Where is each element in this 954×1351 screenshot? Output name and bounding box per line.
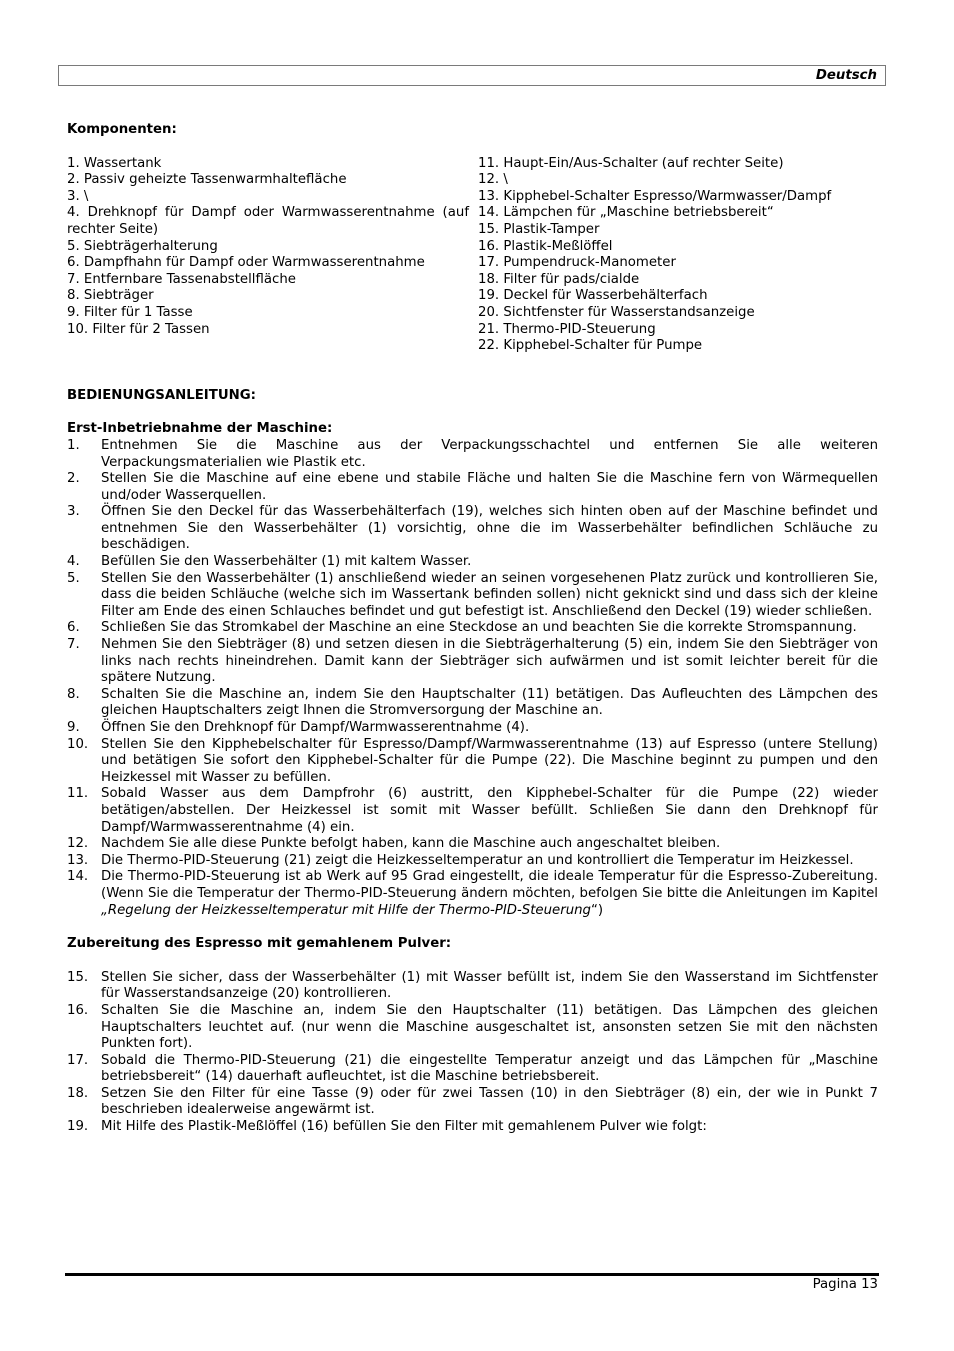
- step-number: 16.: [67, 1002, 89, 1018]
- step-number: 4.: [67, 554, 80, 570]
- step-item: [67, 554, 878, 571]
- step-number: 6.: [67, 620, 80, 636]
- component-item: 2. Passiv geheizte Tassenwarmhaltefläche: [67, 172, 347, 188]
- step-number: 8.: [67, 686, 80, 702]
- step-text-main: Öffnen Sie den Deckel für das Wasserbehälterfach (19), welches sich hinten oben auf der Maschine befindet und entnehmen Sie den Wasserbehälter (1) vorsichtig, ohne die im Wasserbehälter befindlichen Schläuche zu beschädigen.: [101, 504, 878, 553]
- component-item: 6. Dampfhahn für Dampf oder Warmwasserentnahme: [67, 255, 425, 271]
- step-item: [67, 504, 878, 554]
- step-number: 3.: [67, 504, 80, 520]
- step-number: 13.: [67, 852, 89, 868]
- step-text-main: Nachdem Sie alle diese Punkte befolgt haben, kann die Maschine auch angeschaltet bleiben.: [101, 836, 721, 852]
- step-text-main: Schalten Sie die Maschine an, indem Sie den Hauptschalter (11) betätigen. Das Lämpchen des gleichen Hauptschalters leuchtet auf. (nur wenn die Maschine ausgeschaltet ist, ansonsten setzen Sie mit den nächsten Punkten fort).: [101, 1002, 878, 1052]
- espresso-heading: Zubereitung des Espresso mit gemahlenem Pulver:: [67, 936, 452, 952]
- step-text: [101, 1053, 878, 1086]
- components-list-right: [478, 156, 831, 355]
- step-text-main: Schalten Sie die Maschine an, indem Sie den Hauptschalter (11) betätigen. Das Aufleuchten des Lämpchen des gleichen Hauptschalters zeigt Ihnen die Stromversorgung der Maschine an.: [101, 686, 878, 719]
- component-item: 9. Filter für 1 Tasse: [67, 304, 193, 320]
- step-text: [101, 571, 878, 621]
- step-number: 11.: [67, 786, 89, 802]
- step-number: 5.: [67, 570, 80, 586]
- first-use-heading: Erst-Inbetriebnahme der Maschine:: [67, 421, 333, 437]
- step-text: [101, 737, 878, 787]
- step-number: 7.: [67, 637, 80, 653]
- step-text-italic: „Regelung der Heizkesseltemperatur mit Hilfe der Thermo-PID-Steuerung: [101, 902, 591, 918]
- step-text: [101, 1003, 878, 1053]
- step-text-main: Befüllen Sie den Wasserbehälter (1) mit kaltem Wasser.: [101, 554, 472, 570]
- component-item: 17. Pumpendruck-Manometer: [478, 255, 676, 271]
- step-number: 1.: [67, 437, 80, 453]
- components-list-left: [67, 156, 469, 355]
- step-text-main: Die Thermo-PID-Steuerung ist ab Werk auf 95 Grad eingestellt, die ideale Temperatur für die Espresso-Zubereitung. (Wenn Sie die Temperatur der Thermo-PID-Steuerung ändern möchten, befolgen Sie bitte die Anleitungen im Kapitel: [101, 869, 878, 901]
- step-text-main: Setzen Sie den Filter für eine Tasse (9) oder für zwei Tassen (10) in den Siebträger (8) ein, der wie in Punkt 7 beschrieben idealerweise angewärmt ist.: [101, 1085, 878, 1118]
- components-heading: Komponenten:: [67, 122, 177, 137]
- step-item: [67, 637, 878, 687]
- step-item: [67, 1053, 878, 1086]
- step-item: [67, 737, 878, 787]
- step-item: [67, 438, 878, 471]
- component-item: 15. Plastik-Tamper: [478, 221, 600, 237]
- step-number: 19.: [67, 1119, 89, 1135]
- step-item: [67, 1119, 878, 1136]
- step-item: [67, 970, 878, 1003]
- step-text: [101, 471, 878, 504]
- step-item: [67, 1086, 878, 1119]
- step-text: [101, 1119, 878, 1136]
- step-number: 14.: [67, 869, 89, 885]
- first-use-steps: [67, 438, 878, 919]
- component-item: 16. Plastik-Meßlöffel: [478, 238, 613, 254]
- language-label: Deutsch: [815, 68, 877, 83]
- step-text-main: Sobald die Thermo-PID-Steuerung (21) die eingestellte Temperatur anzeigt und das Lämpchen für „Maschine betriebsbereit“ (14) dauerhaft aufleuchtet, ist die Maschine betriebsbereit.: [101, 1052, 878, 1085]
- step-number: 15.: [67, 969, 89, 985]
- step-item: [67, 620, 878, 637]
- step-text: [101, 554, 878, 571]
- step-text: [101, 836, 878, 853]
- component-item: 10. Filter für 2 Tassen: [67, 321, 210, 337]
- step-number: 12.: [67, 836, 89, 852]
- page-header-box: [58, 65, 886, 86]
- step-item: [67, 471, 878, 504]
- component-item: 11. Haupt-Ein/Aus-Schalter (auf rechter Seite): [478, 155, 784, 171]
- step-text-main: Stellen Sie den Kipphebelschalter für Espresso/Dampf/Warmwasserentnahme (13) auf Espresso (untere Stellung) und betätigen Sie sofort den Kipphebel-Schalter für die Pumpe (22). Die Maschine beginnt zu pumpen und den Heizkessel mit Wasser zu befüllen.: [101, 736, 878, 785]
- step-text: [101, 869, 878, 919]
- component-item: 7. Entfernbare Tassenabstellfläche: [67, 271, 296, 287]
- component-item: 14. Lämpchen für „Maschine betriebsbereit“: [478, 205, 774, 221]
- step-text-end: “): [591, 902, 604, 918]
- step-item: [67, 853, 878, 870]
- step-text-main: Stellen Sie den Wasserbehälter (1) anschließend wieder an seinen vorgesehenen Platz zurück und kontrollieren Sie, dass die beiden Schläuche (welche sich im Wassertank befinden sollen) nicht geknickt sind und dass sich der kleine Filter am Ende des einen Schlauches befindet und gut befestigt ist. Anschließend den Deckel (19) wieder schließen.: [101, 570, 878, 619]
- step-text: [101, 786, 878, 836]
- component-item: 8. Siebträger: [67, 288, 154, 304]
- component-item: 5. Siebträgerhalterung: [67, 238, 218, 254]
- step-text-main: Stellen Sie sicher, dass der Wasserbehälter (1) mit Wasser befüllt ist, indem Sie den Wasserstand im Sichtfenster für Wasserstandsanzeige (20) kontrollieren.: [101, 969, 878, 1002]
- step-text-main: Mit Hilfe des Plastik-Meßlöffel (16) befüllen Sie den Filter mit gemahlenem Pulver wie folgt:: [101, 1119, 707, 1135]
- step-number: 9.: [67, 720, 80, 735]
- step-text-main: Nehmen Sie den Siebträger (8) und setzen diesen in die Siebträgerhalterung (5) ein, indem Sie den Siebträger von links nach rechts hineindrehen. Damit kann der Siebträger sich aufwärmen und ist somit leichter bereit für die spätere Nutzung.: [101, 637, 878, 686]
- step-text: [101, 853, 878, 870]
- component-item: 3. \: [67, 188, 89, 204]
- step-item: [67, 720, 878, 737]
- step-text: [101, 637, 878, 687]
- step-text: [101, 720, 878, 737]
- component-item: 21. Thermo-PID-Steuerung: [478, 321, 656, 337]
- step-item: [67, 1003, 878, 1053]
- step-text: [101, 1086, 878, 1119]
- component-item: 1. Wassertank: [67, 155, 162, 171]
- step-number: 18.: [67, 1085, 89, 1101]
- step-text: [101, 504, 878, 554]
- step-text-main: Sobald Wasser aus dem Dampfrohr (6) austritt, den Kipphebel-Schalter für die Pumpe (22) wieder betätigen/abstellen. Der Heizkessel ist somit mit Wasser befüllt. Schließen Sie dann den Drehknopf für Dampf/Warmwasserentnahme (4) ein.: [101, 786, 878, 835]
- step-text: [101, 687, 878, 720]
- step-item: [67, 836, 878, 853]
- component-item: 19. Deckel für Wasserbehälterfach: [478, 288, 708, 304]
- component-item: 20. Sichtfenster für Wasserstandsanzeige: [478, 304, 755, 320]
- footer-rule: [65, 1273, 879, 1276]
- step-item: [67, 869, 878, 919]
- step-item: [67, 571, 878, 621]
- instructions-heading: BEDIENUNGSANLEITUNG:: [67, 387, 256, 403]
- component-item: 18. Filter für pads/cialde: [478, 271, 640, 287]
- step-item: [67, 786, 878, 836]
- component-item: 22. Kipphebel-Schalter für Pumpe: [478, 338, 703, 354]
- component-item: 12. \: [478, 172, 508, 188]
- component-item: 13. Kipphebel-Schalter Espresso/Warmwasser/Dampf: [478, 188, 832, 204]
- step-text: [101, 620, 878, 637]
- component-item: 4. Drehknopf für Dampf oder Warmwasserentnahme (auf rechter Seite): [67, 205, 469, 237]
- page-content: [67, 122, 878, 1136]
- step-text-main: Öffnen Sie den Drehknopf für Dampf/Warmwasserentnahme (4).: [101, 720, 530, 735]
- step-text: [101, 970, 878, 1003]
- step-text-main: Die Thermo-PID-Steuerung (21) zeigt die Heizkesseltemperatur an und kontrolliert die Temperatur im Heizkessel.: [101, 852, 854, 868]
- page-number: Pagina 13: [812, 1277, 878, 1292]
- step-text-main: Stellen Sie die Maschine auf eine ebene und stabile Fläche und halten Sie die Maschine fern von Wärmequellen und/oder Wasserquellen.: [101, 471, 878, 503]
- step-text: [101, 438, 878, 471]
- espresso-steps: [67, 970, 878, 1136]
- step-number: 2.: [67, 471, 80, 487]
- step-item: [67, 687, 878, 720]
- step-number: 17.: [67, 1052, 89, 1068]
- step-number: 10.: [67, 736, 89, 752]
- step-text-main: Entnehmen Sie die Maschine aus der Verpackungsschachtel und entfernen Sie alle weiteren Verpackungsmaterialien wie Plastik etc.: [101, 437, 878, 470]
- step-text-main: Schließen Sie das Stromkabel der Maschine an eine Steckdose an und beachten Sie die korrekte Stromspannung.: [101, 620, 857, 636]
- components-lists: [67, 156, 878, 355]
